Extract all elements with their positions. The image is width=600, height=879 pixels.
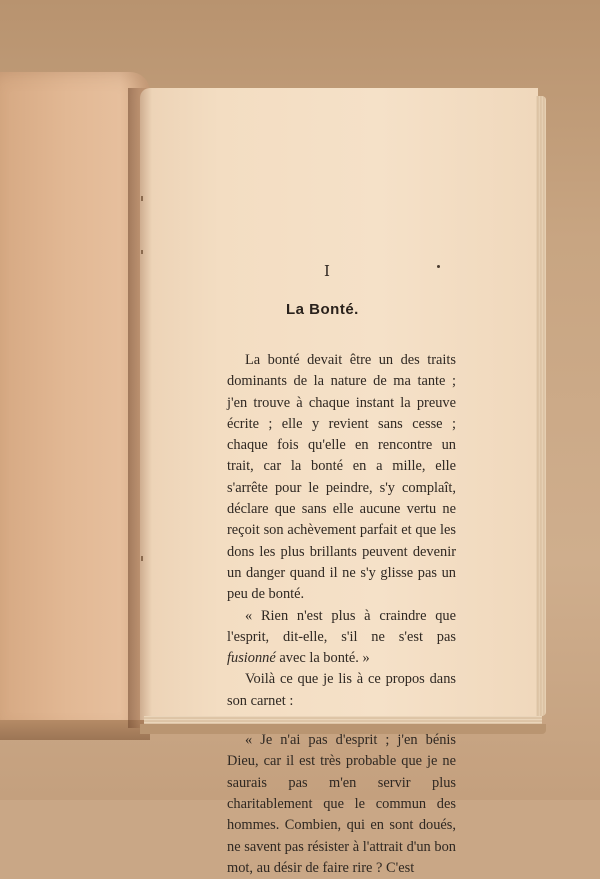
paragraph: Voilà ce que je lis à ce propos dans son carnet : [227, 671, 456, 709]
quote-text: « Rien n'est plus à craindre que l'esprit, dit-elle, s'il ne s'est pas [227, 607, 456, 645]
ink-dot [437, 265, 440, 268]
page-edges-right [536, 96, 546, 716]
binding-mark [141, 196, 143, 201]
chapter-title: La Bonté. [286, 301, 359, 318]
binding-mark [141, 250, 143, 254]
binding-mark [141, 556, 143, 561]
quote-italic-word: fusionné [227, 650, 276, 667]
paragraph: La bonté devait être un des traits dominants de la nature de ma tante ; j'en trouve à chaque instant la preuve écrite ; elle y revient sans cesse ; chaque fois qu'elle en rencontre un trait, car la bonté en a mille, elle s'arrête pour le peindre, s'y complaît, déclare que sans elle aucune vertu ne reçoit son achèvement parfait et que les dons les plus brillants peuvent devenir un danger quand il ne s'y glisse pas un peu de bonté. [227, 352, 456, 603]
page-gutter-shadow [128, 88, 152, 728]
paragraph: « Je n'ai pas d'esprit ; j'en bénis Dieu, car il est très probable que je ne saurais pas m'en servir plus charitablement que le commun des hommes. Combien, qui en sont doués, ne savent pas résister à l'attrait d'un bon mot, au désir de faire rire ? C'est [227, 732, 456, 876]
quote-paragraph [227, 606, 456, 670]
quote-text-end: avec la bonté. » [275, 650, 370, 667]
chapter-numeral: I [324, 262, 330, 280]
